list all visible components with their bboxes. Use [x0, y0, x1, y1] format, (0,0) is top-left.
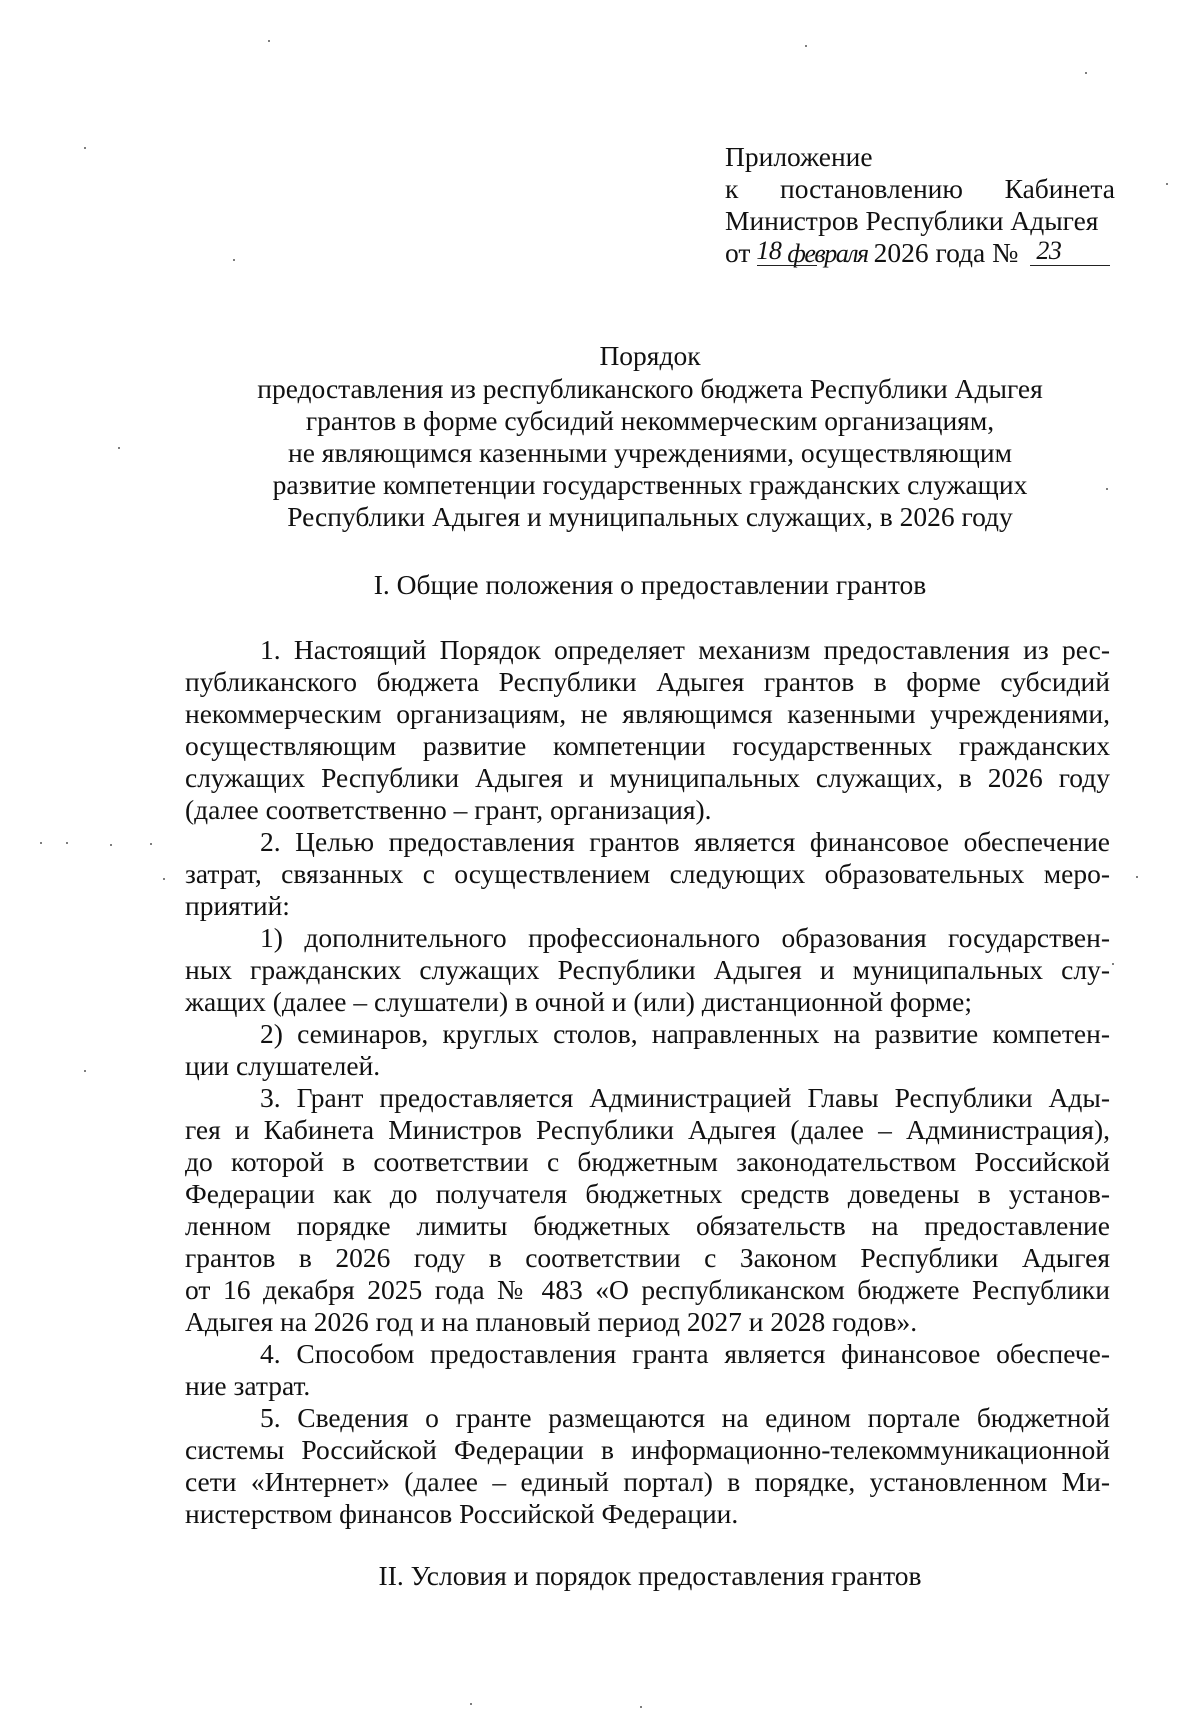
paragraph-line: 5. Сведения о гранте размещаются на едином портале бюджетной	[260, 1402, 1110, 1433]
paragraph-line: грантов в 2026 году в соответствии с Законом Республики Адыгея	[185, 1242, 1110, 1273]
paragraph-line: 3. Грант предоставляется Администрацией Главы Республики Ады-	[260, 1082, 1110, 1113]
date-month: февраля	[787, 239, 868, 268]
paragraph-line: (далее соответственно – грант, организация).	[185, 794, 712, 825]
paragraph-line: нистерством финансов Российской Федерации.	[185, 1498, 739, 1529]
paragraph-line: затрат, связанных с осуществлением следующих образовательных меро-	[185, 858, 1110, 889]
paragraph-line: Адыгея на 2026 год и на плановый период 2027 и 2028 годов».	[185, 1306, 918, 1337]
attachment-ministers: Министров Республики Адыгея	[725, 205, 1099, 236]
paragraph-line: осуществляющим развитие компетенции государственных гражданских	[185, 730, 1110, 761]
paragraph-line: приятий:	[185, 890, 290, 921]
date-year-text: 2026 года №	[873, 237, 1019, 268]
title-line: Республики Адыгея и муниципальных служащих, в 2026 году	[287, 501, 1013, 532]
paragraph-line: ции слушателей.	[185, 1050, 381, 1081]
paragraph-line: жащих (далее – слушатели) в очной и (или) дистанционной форме;	[185, 986, 973, 1017]
paragraph-line: сети «Интернет» (далее – единый портал) в порядке, установленном Ми-	[185, 1466, 1110, 1497]
section-2-heading: II. Условия и порядок предоставления грантов	[378, 1560, 922, 1591]
paragraph-line: 1. Настоящий Порядок определяет механизм предоставления из рес-	[260, 634, 1110, 665]
title-word: Порядок	[599, 340, 701, 371]
paragraph-line: до которой в соответствии с бюджетным законодательством Российской	[185, 1146, 1110, 1177]
paragraph-line: 2) семинаров, круглых столов, направленных на развитие компетен-	[260, 1018, 1110, 1049]
paragraph-line: 1) дополнительного профессионального образования государствен-	[260, 922, 1110, 953]
title-line: грантов в форме субсидий некоммерческим организациям,	[305, 405, 995, 436]
paragraph-line: ных гражданских служащих Республики Адыгея и муниципальных слу-	[185, 954, 1110, 985]
date-prefix: от	[725, 237, 751, 268]
title-line: предоставления из республиканского бюджета Республики Адыгея	[257, 373, 1043, 404]
attachment-to-resolution: к постановлению Кабинета	[725, 173, 1115, 204]
paragraph-line: некоммерческим организациям, не являющимся казенными учреждениями,	[185, 698, 1110, 729]
doc-number-underline	[1030, 265, 1110, 266]
paragraph-line: системы Российской Федерации в информационно-телекоммуникационной	[185, 1434, 1110, 1465]
paragraph-line: ние затрат.	[185, 1370, 311, 1401]
paragraph-line: 4. Способом предоставления гранта является финансовое обеспече-	[260, 1338, 1110, 1369]
date-day-underline	[757, 265, 817, 266]
paragraph-line: 2. Целью предоставления грантов является финансовое обеспечение	[260, 826, 1110, 857]
paragraph-line: гея и Кабинета Министров Республики Адыгея (далее – Администрация),	[185, 1114, 1110, 1145]
attachment-label: Приложение	[725, 141, 873, 172]
paragraph-line: от 16 декабря 2025 года № 483 «О республиканском бюджете Республики	[185, 1274, 1110, 1305]
paragraph-line: публиканского бюджета Республики Адыгея грантов в форме субсидий	[185, 666, 1110, 697]
title-line: не являющимся казенными учреждениями, осуществляющим	[288, 437, 1012, 468]
paragraph-line: Федерации как до получателя бюджетных средств доведены в установ-	[185, 1178, 1110, 1209]
date-day: 18	[756, 236, 782, 265]
paragraph-line: служащих Республики Адыгея и муниципальных служащих, в 2026 году	[185, 762, 1110, 793]
section-1-heading: I. Общие положения о предоставлении грантов	[373, 569, 927, 600]
title-line: развитие компетенции государственных гражданских служащих	[272, 469, 1028, 500]
doc-number: 23	[1036, 236, 1062, 265]
paragraph-line: ленном порядке лимиты бюджетных обязательств на предоставление	[185, 1210, 1110, 1241]
